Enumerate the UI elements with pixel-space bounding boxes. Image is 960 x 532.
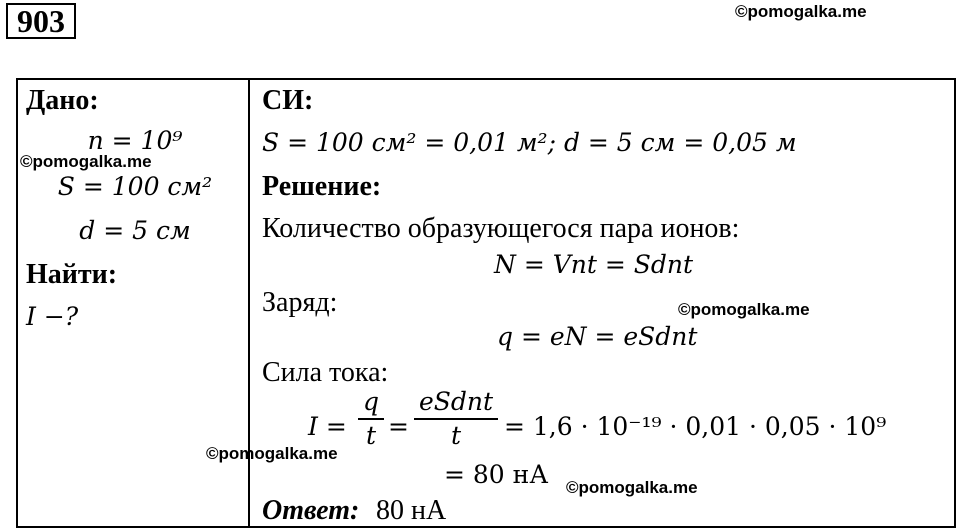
problem-number: 903 [6, 3, 76, 39]
formula-I-result: = 80 нА [444, 460, 549, 489]
dano-S: S = 100 см² [57, 172, 213, 201]
watermark: ©pomogalka.me [20, 152, 152, 171]
frac2-numerator: eSdnt [418, 387, 494, 416]
formula-N: N = Vnt = Sdnt [494, 250, 694, 279]
dano-n: n = 10⁹ [87, 126, 183, 155]
najti-header: Найти: [26, 259, 118, 290]
frac1-numerator: q [362, 387, 379, 416]
frac1-denominator: t [365, 421, 377, 450]
watermark: ©pomogalka.me [735, 2, 867, 21]
fraction-q-over-t [358, 386, 384, 452]
watermark: ©pomogalka.me [566, 478, 698, 497]
answer-value: 80 нА [376, 495, 447, 526]
si-line: S = 100 см² = 0,01 м²; d = 5 см = 0,05 м [262, 128, 797, 157]
watermark: ©pomogalka.me [678, 300, 810, 319]
fraction-eSdnt-over-t [414, 386, 498, 452]
text-charge: Заряд: [262, 287, 338, 318]
formula-eq: = [388, 412, 409, 441]
text-ions: Количество образующегося пара ионов: [262, 213, 740, 244]
answer-label: Ответ: [262, 495, 360, 526]
text-current: Сила тока: [262, 357, 389, 388]
formula-I-left: I = [308, 412, 347, 441]
formula-q: q = eN = eSdnt [497, 322, 698, 351]
dano-d: d = 5 см [79, 216, 191, 245]
najti-line: I −? [26, 302, 79, 331]
dano-header: Дано: [26, 85, 99, 116]
si-header: СИ: [262, 85, 314, 116]
frac2-denominator: t [450, 421, 462, 450]
reshenie-header: Решение: [262, 171, 382, 202]
formula-I-right: = 1,6 · 10⁻¹⁹ · 0,01 · 0,05 · 10⁹ [504, 412, 887, 441]
watermark: ©pomogalka.me [206, 444, 338, 463]
